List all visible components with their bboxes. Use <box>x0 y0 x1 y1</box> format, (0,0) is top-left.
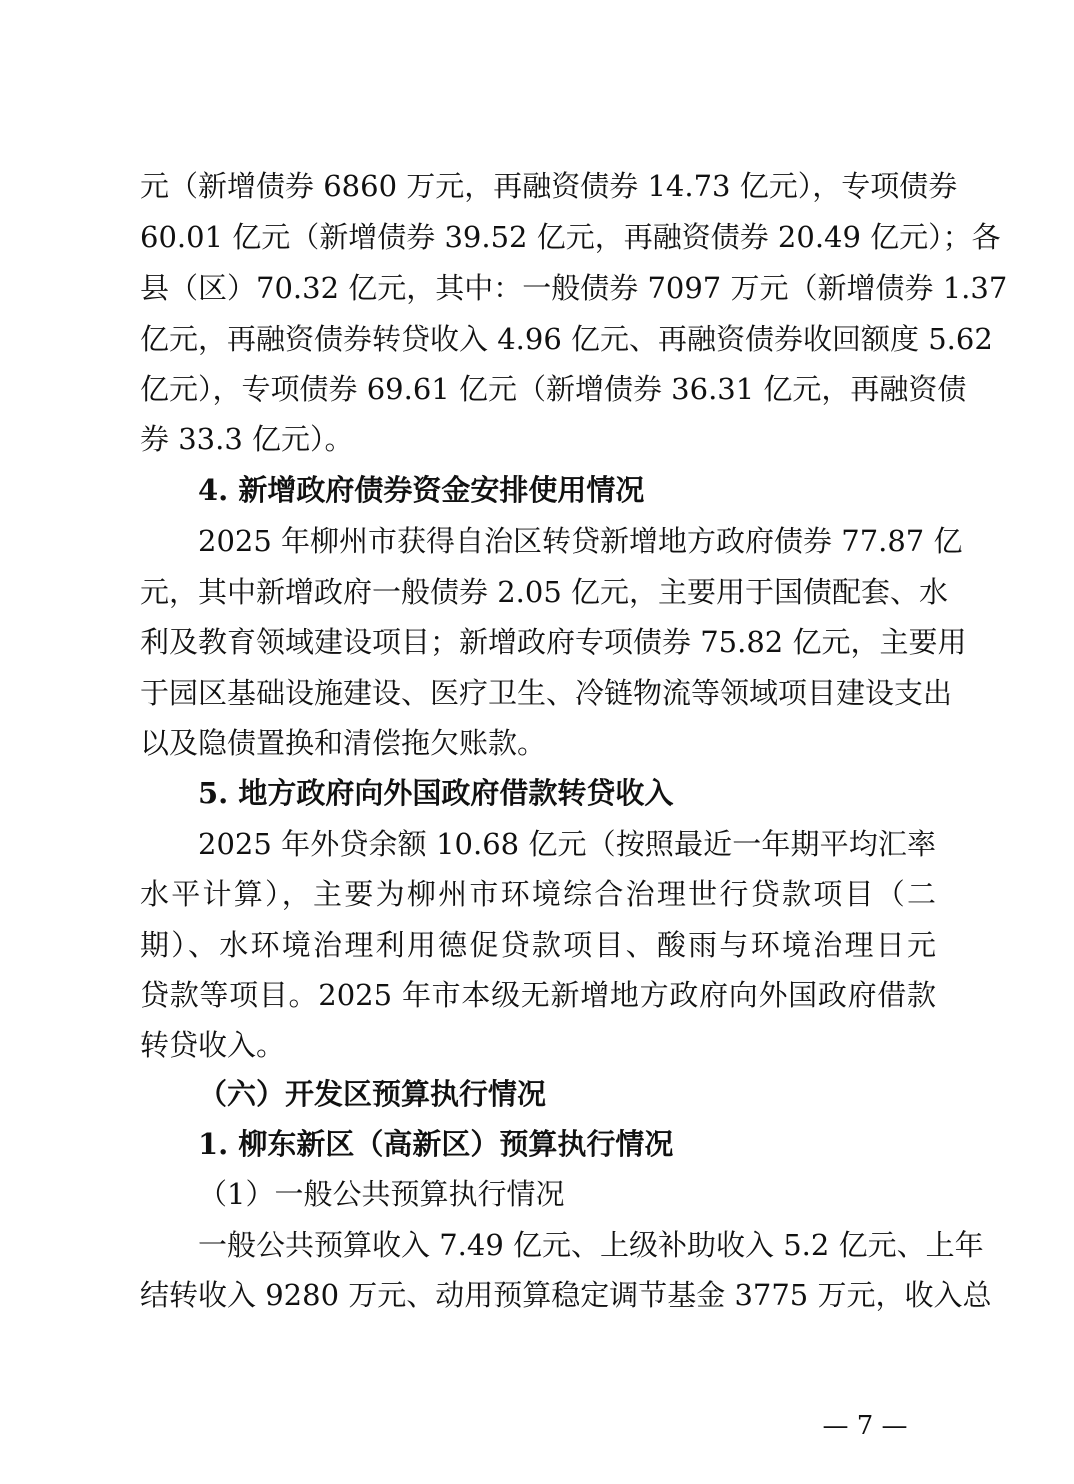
body-text-line: 利及教育领域建设项目；新增政府专项债券 75.82 亿元，主要用 <box>140 625 967 659</box>
body-text-line: 60.01 亿元（新增债券 39.52 亿元，再融资债券 20.49 亿元）；各 <box>140 220 1001 254</box>
body-text-line: 亿元），专项债券 69.61 亿元（新增债券 36.31 亿元，再融资债 <box>140 372 967 406</box>
body-text-line: 元（新增债券 6860 万元，再融资债券 14.73 亿元），专项债券 <box>140 169 958 203</box>
subsection-heading: （1）一般公共预算执行情况 <box>198 1177 565 1211</box>
body-text-line: 于园区基础设施建设、医疗卫生、冷链物流等领域项目建设支出 <box>140 676 953 710</box>
body-text-line: 结转收入 9280 万元、动用预算稳定调节基金 3775 万元，收入总 <box>140 1278 992 1312</box>
section-heading: （六）开发区预算执行情况 <box>198 1077 547 1111</box>
body-text-line: 期）、水环境治理利用德促贷款项目、酸雨与环境治理日元 <box>140 928 936 962</box>
body-text-line: 2025 年柳州市获得自治区转贷新增地方政府债券 77.87 亿 <box>198 524 963 558</box>
section-heading: 4. 新增政府债券资金安排使用情况 <box>198 473 645 507</box>
body-text-line: 转贷收入。 <box>140 1028 286 1062</box>
body-text-line: 县（区）70.32 亿元，其中：一般债券 7097 万元（新增债券 1.37 <box>140 271 1008 305</box>
page-number: — 7 — <box>822 1411 908 1441</box>
body-text-line: 2025 年外贷余额 10.68 亿元（按照最近一年期平均汇率 <box>198 827 936 861</box>
body-text-line: 元，其中新增政府一般债券 2.05 亿元，主要用于国债配套、水 <box>140 575 949 609</box>
body-text-line: 一般公共预算收入 7.49 亿元、上级补助收入 5.2 亿元、上年 <box>198 1228 984 1262</box>
body-text-line: 以及隐债置换和清偿拖欠账款。 <box>140 726 547 760</box>
body-text-line: 贷款等项目。2025 年市本级无新增地方政府向外国政府借款 <box>140 978 936 1012</box>
body-text-line: 水平计算），主要为柳州市环境综合治理世行贷款项目（二 <box>140 877 936 911</box>
section-heading: 5. 地方政府向外国政府借款转贷收入 <box>198 776 674 810</box>
body-text-line: 亿元，再融资债券转贷收入 4.96 亿元、再融资债券收回额度 5.62 <box>140 322 993 356</box>
section-heading: 1. 柳东新区（高新区）预算执行情况 <box>198 1127 674 1161</box>
body-text-line: 券 33.3 亿元）。 <box>140 422 354 456</box>
